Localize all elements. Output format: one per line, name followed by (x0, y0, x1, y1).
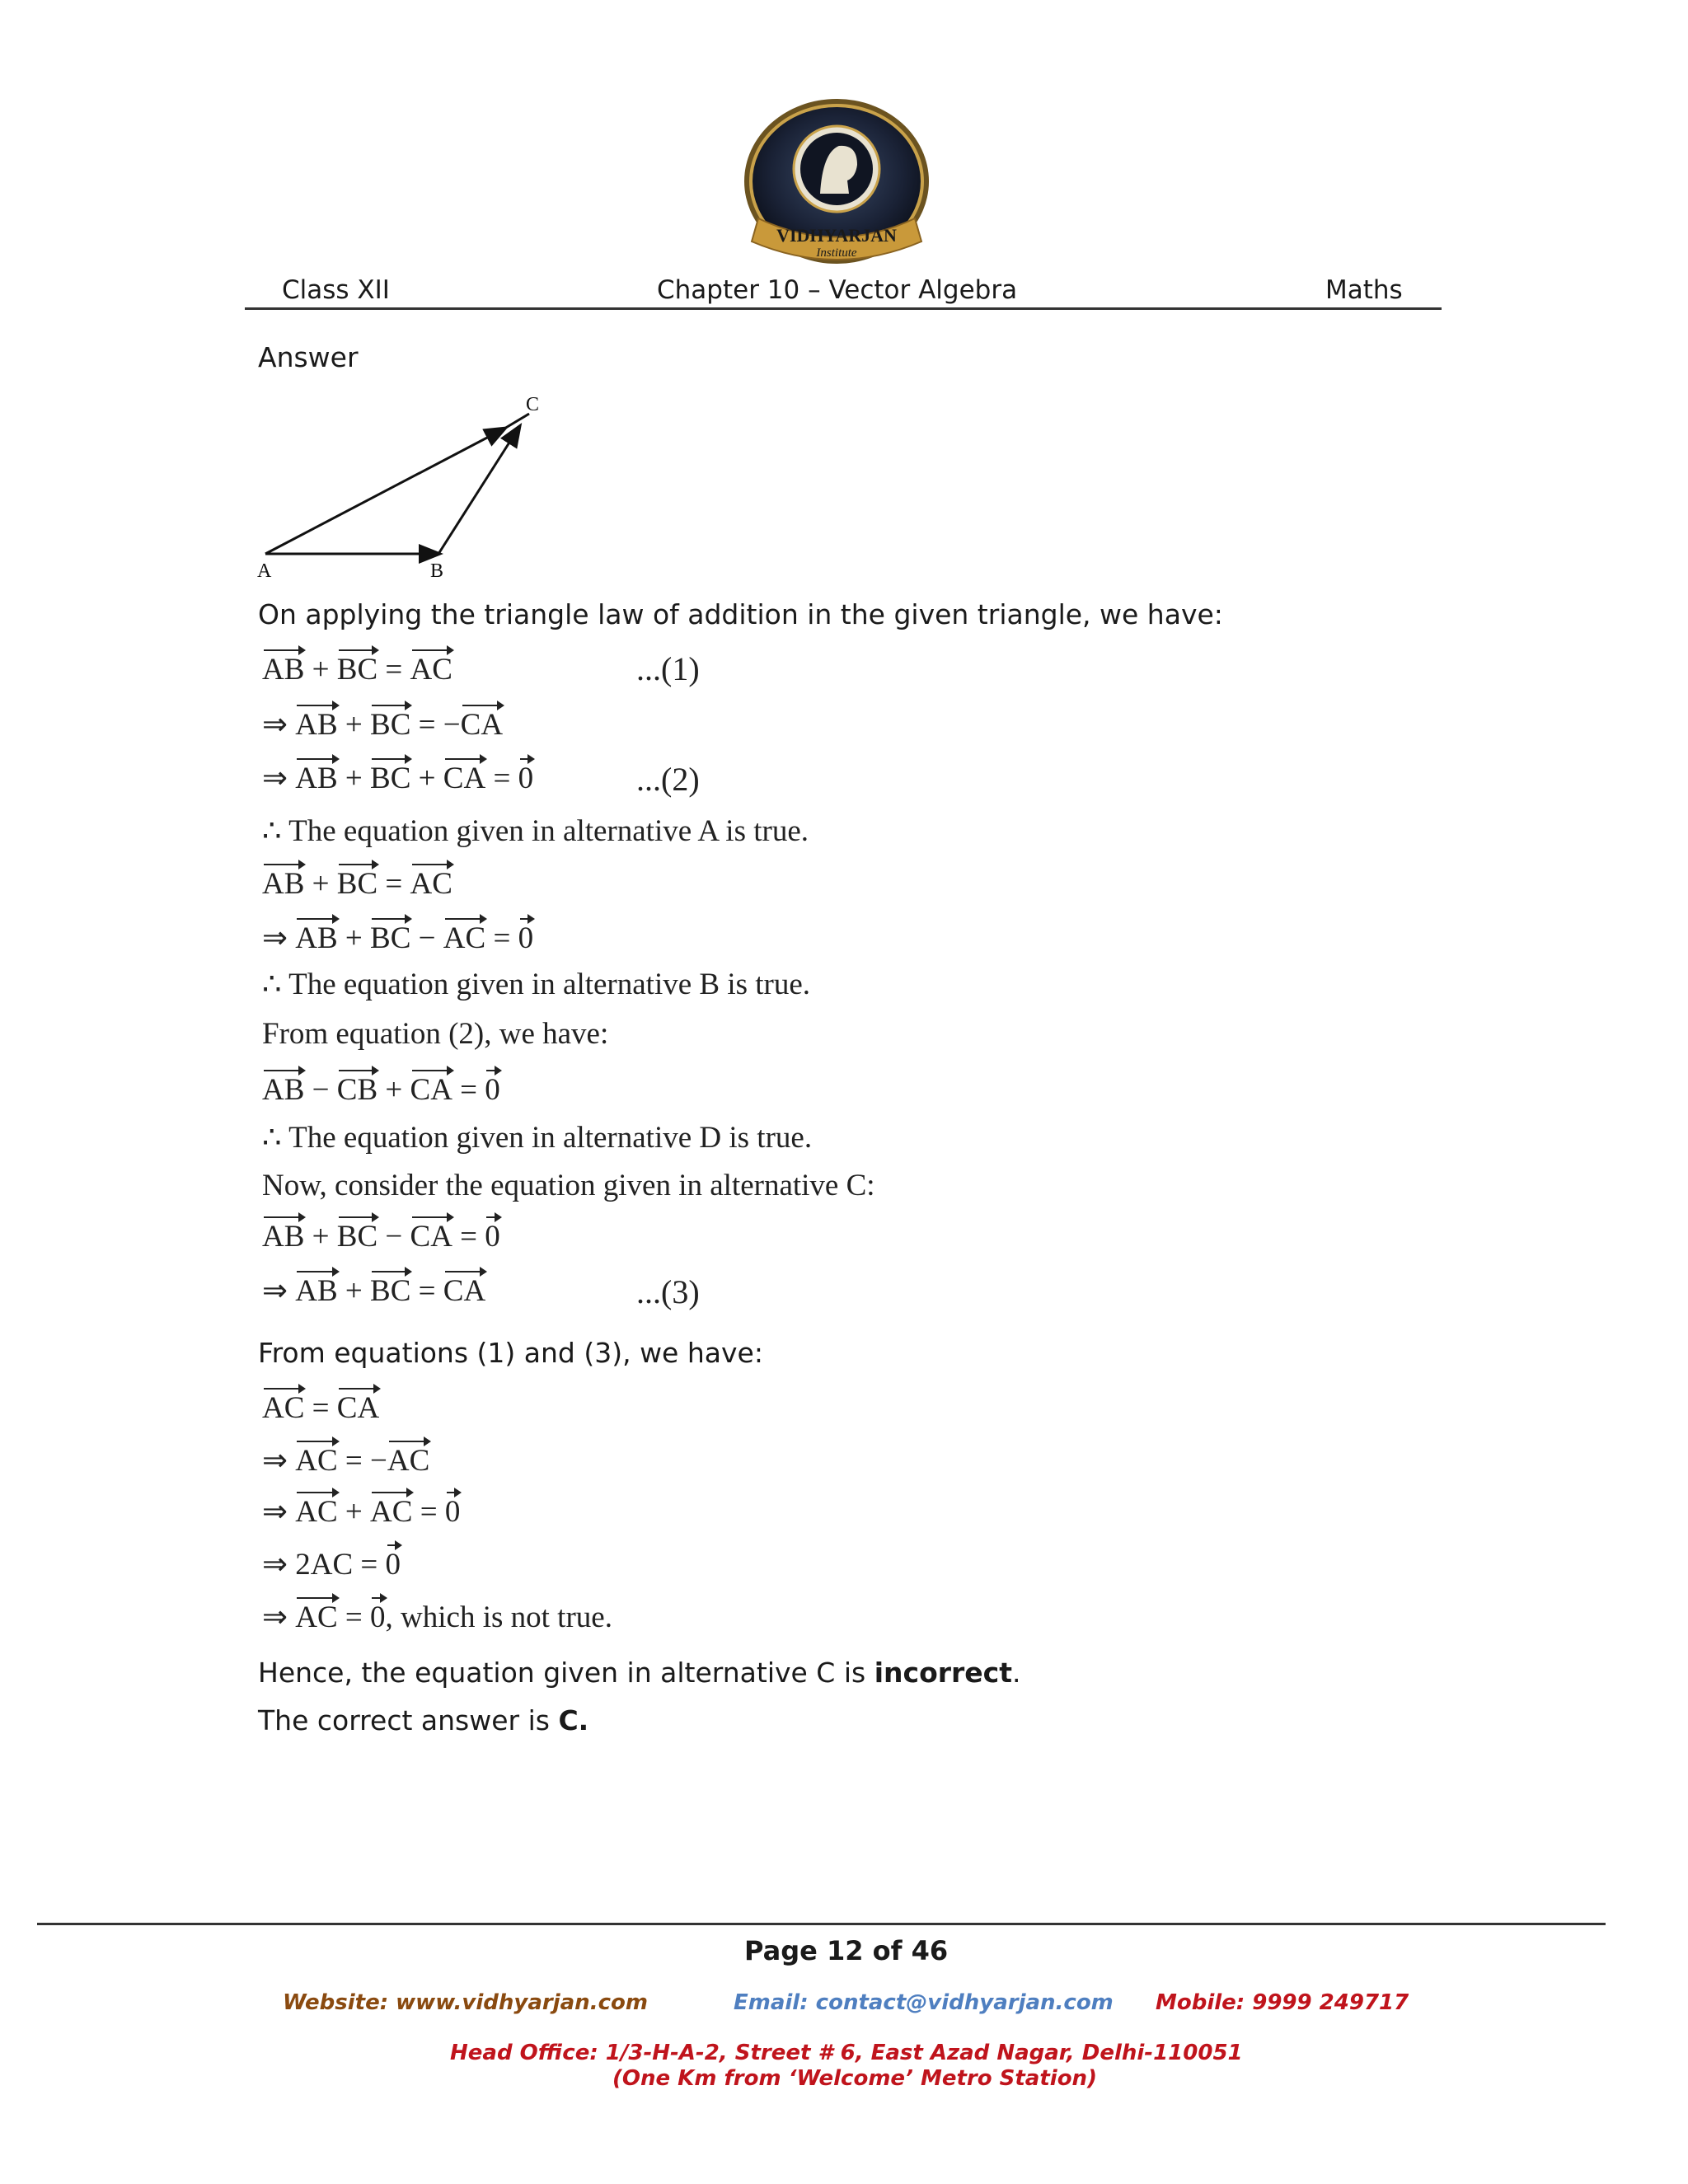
header-chapter: Chapter 10 – Vector Algebra (657, 275, 1018, 305)
equation-row: AC = CA (262, 1391, 380, 1425)
logo-name-text: VIDHYARJAN (776, 225, 897, 246)
equation-row: AB + BC = AC (262, 653, 452, 687)
conclusion-text: Hence, the equation given in alternative C is incorrect. (258, 1657, 1021, 1689)
equation-row: AB + BC − CA = 0 (262, 1220, 500, 1254)
equation-row: ⇒ AC = −AC (262, 1444, 430, 1478)
header-rule (245, 307, 1442, 310)
equation-tag-2: ...(2) (636, 761, 700, 798)
logo-sub-text: Institute (816, 246, 857, 260)
equation-row: ⇒ AB + BC − AC = 0 (262, 921, 534, 955)
page-number: Page 12 of 46 (744, 1935, 949, 1966)
equation-row: ⇒ AC + AC = 0 (262, 1495, 461, 1529)
vertex-c-label: C (526, 394, 540, 415)
equation-row: AB − CB + CA = 0 (262, 1073, 500, 1107)
institute-logo (734, 95, 940, 276)
footer-rule (37, 1923, 1606, 1925)
equation-row: ⇒ AB + BC = −CA (262, 708, 504, 742)
mobile-number: Mobile: 9999 249717 (1156, 1990, 1409, 2015)
vertex-a-label: A (257, 560, 272, 582)
vector-bc-line (438, 427, 519, 554)
equation-row: ⇒ AC = 0, which is not true. (262, 1601, 612, 1634)
correct-answer-text: The correct answer is C. (258, 1704, 589, 1736)
website-link[interactable]: Website: www.vidhyarjan.com (283, 1990, 648, 2015)
metro-note: (One Km from ‘Welcome’ Metro Station) (612, 2066, 1097, 2091)
answer-label: Answer (258, 341, 359, 373)
equation-row: ⇒ AB + BC = CA (262, 1274, 486, 1308)
from-equations-text: From equations (1) and (3), we have: (258, 1337, 763, 1369)
intro-text: On applying the triangle law of addition in the given triangle, we have: (258, 598, 1223, 630)
head-office-address: Head Office: 1/3-H-A-2, Street # 6, East Azad Nagar, Delhi-110051 (450, 2041, 1243, 2065)
header-subject: Maths (1325, 275, 1403, 305)
vector-ac-line (265, 429, 504, 554)
header-class: Class XII (282, 275, 390, 305)
equation-tag-1: ...(1) (636, 650, 700, 687)
statement-alt-a: ∴ The equation given in alternative A is true. (262, 814, 809, 848)
statement-alt-b: ∴ The equation given in alternative B is true. (262, 968, 811, 1001)
equation-row: ⇒ AB + BC + CA = 0 (262, 762, 534, 795)
equation-row: AB + BC = AC (262, 867, 452, 901)
triangle-figure (247, 379, 560, 585)
equation-row: ⇒ 2AC = 0 (262, 1548, 401, 1582)
vertex-b-label: B (430, 560, 444, 582)
statement-alt-d: ∴ The equation given in alternative D is true. (262, 1121, 813, 1155)
email-link[interactable]: Email: contact@vidhyarjan.com (734, 1990, 1114, 2015)
equation-tag-3: ...(3) (636, 1273, 700, 1310)
statement-from-eq2: From equation (2), we have: (262, 1017, 609, 1051)
statement-consider-c: Now, consider the equation given in alternative C: (262, 1169, 875, 1202)
